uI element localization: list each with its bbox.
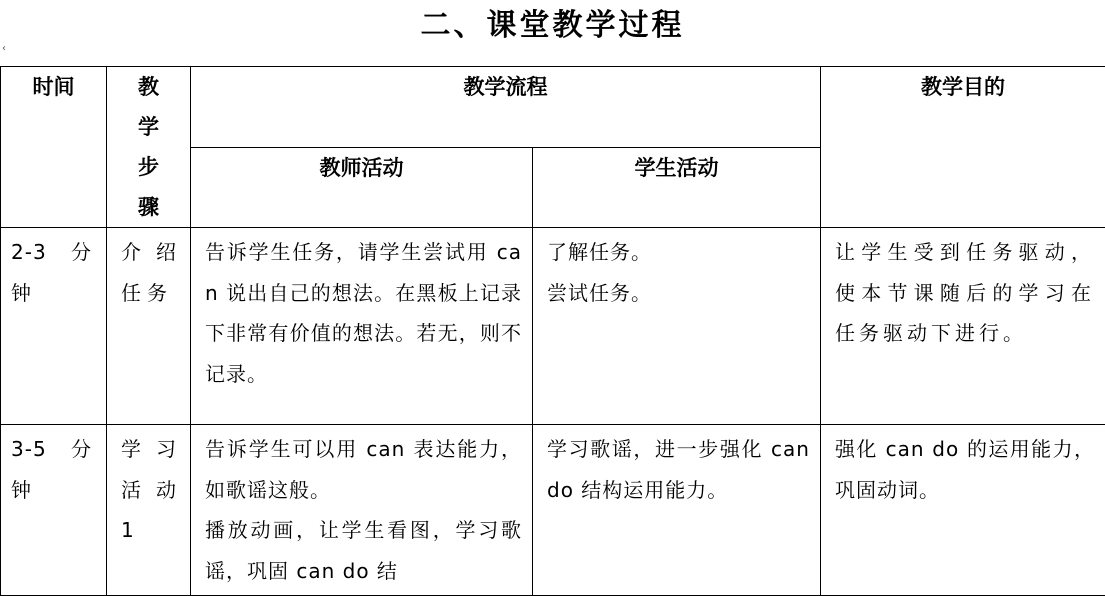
teacher-activity-text: 告诉学生任务，请学生尝试用 can 说出自己的想法。在黑板上记录下非常有价值的想法。若无，则不记录。: [191, 228, 532, 396]
time-cell: [1, 228, 107, 425]
step-text: 介绍任务: [107, 228, 190, 315]
student-activity-line: 尝试任务。: [547, 273, 810, 314]
student-activity-cell: [533, 228, 821, 425]
header-time: 时间: [1, 67, 107, 228]
section-title: 二、课堂教学过程: [0, 4, 1105, 48]
lesson-process-table: [0, 66, 1105, 596]
header-step: 教学步骤: [107, 67, 191, 228]
step-cell: [107, 228, 191, 425]
header-student-activity: 学生活动: [533, 147, 821, 228]
header-flow: 教学流程: [191, 67, 821, 148]
time-text: 3-5 分钟: [1, 425, 106, 512]
teacher-activity-line: 告诉学生可以用 can 表达能力，如歌谣这般。: [205, 429, 522, 510]
table-row: [1, 228, 1105, 425]
goal-text: 强化 can do 的运用能力，巩固动词。: [821, 425, 1105, 512]
student-activity-line: 了解任务。: [547, 232, 810, 273]
goal-cell: [821, 425, 1105, 596]
time-cell: [1, 425, 107, 596]
header-row: [1, 67, 1105, 148]
teacher-activity-cell: [191, 228, 533, 425]
header-teacher-activity: 教师活动: [191, 147, 533, 228]
student-activity-cell: [533, 425, 821, 596]
step-text: 学习活动 1: [107, 425, 190, 553]
goal-cell: [821, 228, 1105, 425]
time-text: 2-3 分钟: [1, 228, 106, 315]
step-cell: [107, 425, 191, 596]
margin-mark: ‹: [2, 44, 6, 54]
teacher-activity-cell: [191, 425, 533, 596]
teacher-activity-line: 播放动画，让学生看图，学习歌谣，巩固 can do 结: [205, 510, 522, 591]
table-row: [1, 425, 1105, 596]
goal-text: 让学生受到任务驱动，使本节课随后的学习在任务驱动下进行。: [821, 228, 1105, 356]
student-activity-text: 学习歌谣，进一步强化 can do 结构运用能力。: [533, 425, 820, 512]
header-goal: 教学目的: [821, 67, 1105, 228]
